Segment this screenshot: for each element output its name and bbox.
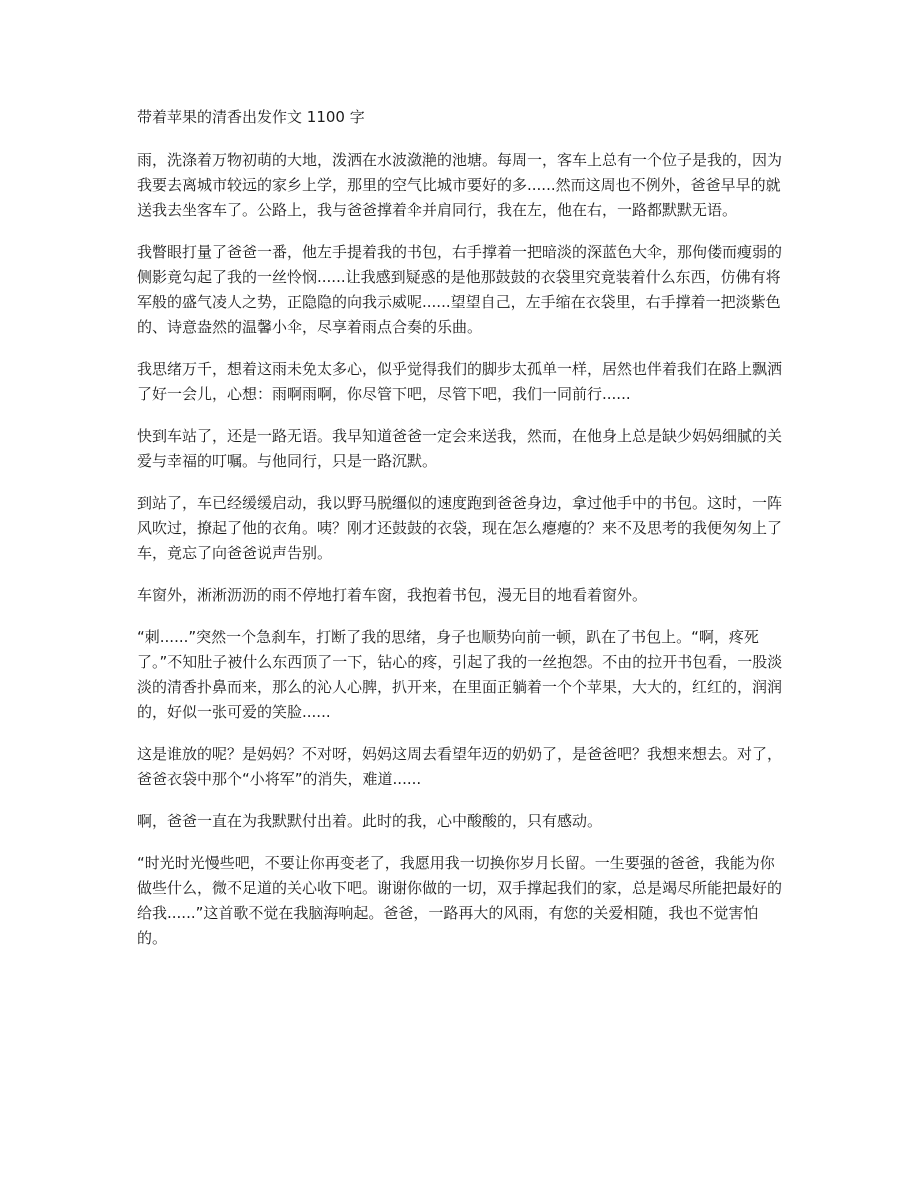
paragraph: 啊，爸爸一直在为我默默付出着。此时的我，心中酸酸的，只有感动。 (137, 812, 603, 830)
paragraph: 这是谁放的呢？是妈妈？不对呀，妈妈这周去看望年迈的奶奶了，是爸爸吧？我想来想去。对了，爸爸衣袋中那个“小将军”的消失，难道...... (137, 745, 783, 788)
paragraph: 车窗外，淅淅沥沥的雨不停地打着车窗，我抱着书包，漫无目的地看着窗外。 (137, 586, 648, 604)
document-title: 带着苹果的清香出发作文 1100 字 (137, 108, 365, 126)
paragraph: 雨，洗涤着万物初萌的大地，泼洒在水波潋滟的池塘。每周一，客车上总有一个位子是我的，因为我要去离城市较远的家乡上学，那里的空气比城市要好的多......然而这周也不例外，爸爸早早的就送我去坐客车了。公路上，我与爸爸撑着伞并肩同行，我在左，他在右，一路都默默无语。 (137, 151, 783, 219)
document-body (137, 148, 787, 968)
paragraph: “时光时光慢些吧，不要让你再变老了，我愿用我一切换你岁月长留。一生要强的爸爸，我能为你做些什么，微不足道的关心收下吧。谢谢你做的一切，双手撑起我们的家，总是竭尽所能把最好的给我......”这首歌不觉在我脑海响起。爸爸，一路再大的风雨，有您的关爱相随，我也不觉害怕的。 (137, 854, 783, 947)
paragraph: 我瞥眼打量了爸爸一番，他左手提着我的书包，右手撑着一把暗淡的深蓝色大伞，那佝偻而瘦弱的侧影竟勾起了我的一丝怜悯......让我感到疑惑的是他那鼓鼓的衣袋里究竟装着什么东西，仿佛有将军般的盛气凌人之势，正隐隐的向我示威呢......望望自己，左手缩在衣袋里，右手撑着一把淡紫色的、诗意盎然的温馨小伞，尽享着雨点合奏的乐曲。 (137, 243, 783, 336)
paragraph: 我思绪万千，想着这雨未免太多心，似乎觉得我们的脚步太孤单一样，居然也伴着我们在路上飘洒了好一会儿，心想：雨啊雨啊，你尽管下吧，尽管下吧，我们一同前行...... (137, 360, 783, 403)
paragraph: “刺......”突然一个急刹车，打断了我的思绪，身子也顺势向前一顿，趴在了书包上。“啊，疼死了。”不知肚子被什么东西顶了一下，钻心的疼，引起了我的一丝抱怨。不由的拉开书包看，一股淡淡的清香扑鼻而来，那么的沁人心脾，扒开来，在里面正躺着一个个苹果，大大的，红红的，润润的，好似一张可爱的笑脸...... (137, 628, 783, 721)
paragraph: 快到车站了，还是一路无语。我早知道爸爸一定会来送我，然而，在他身上总是缺少妈妈细腻的关爱与幸福的叮嘱。与他同行，只是一路沉默。 (137, 427, 783, 470)
paragraph: 到站了，车已经缓缓启动，我以野马脱缰似的速度跑到爸爸身边，拿过他手中的书包。这时，一阵风吹过，撩起了他的衣角。咦？刚才还鼓鼓的衣袋，现在怎么瘪瘪的？来不及思考的我便匆匆上了车，竟忘了向爸爸说声告别。 (137, 494, 783, 562)
